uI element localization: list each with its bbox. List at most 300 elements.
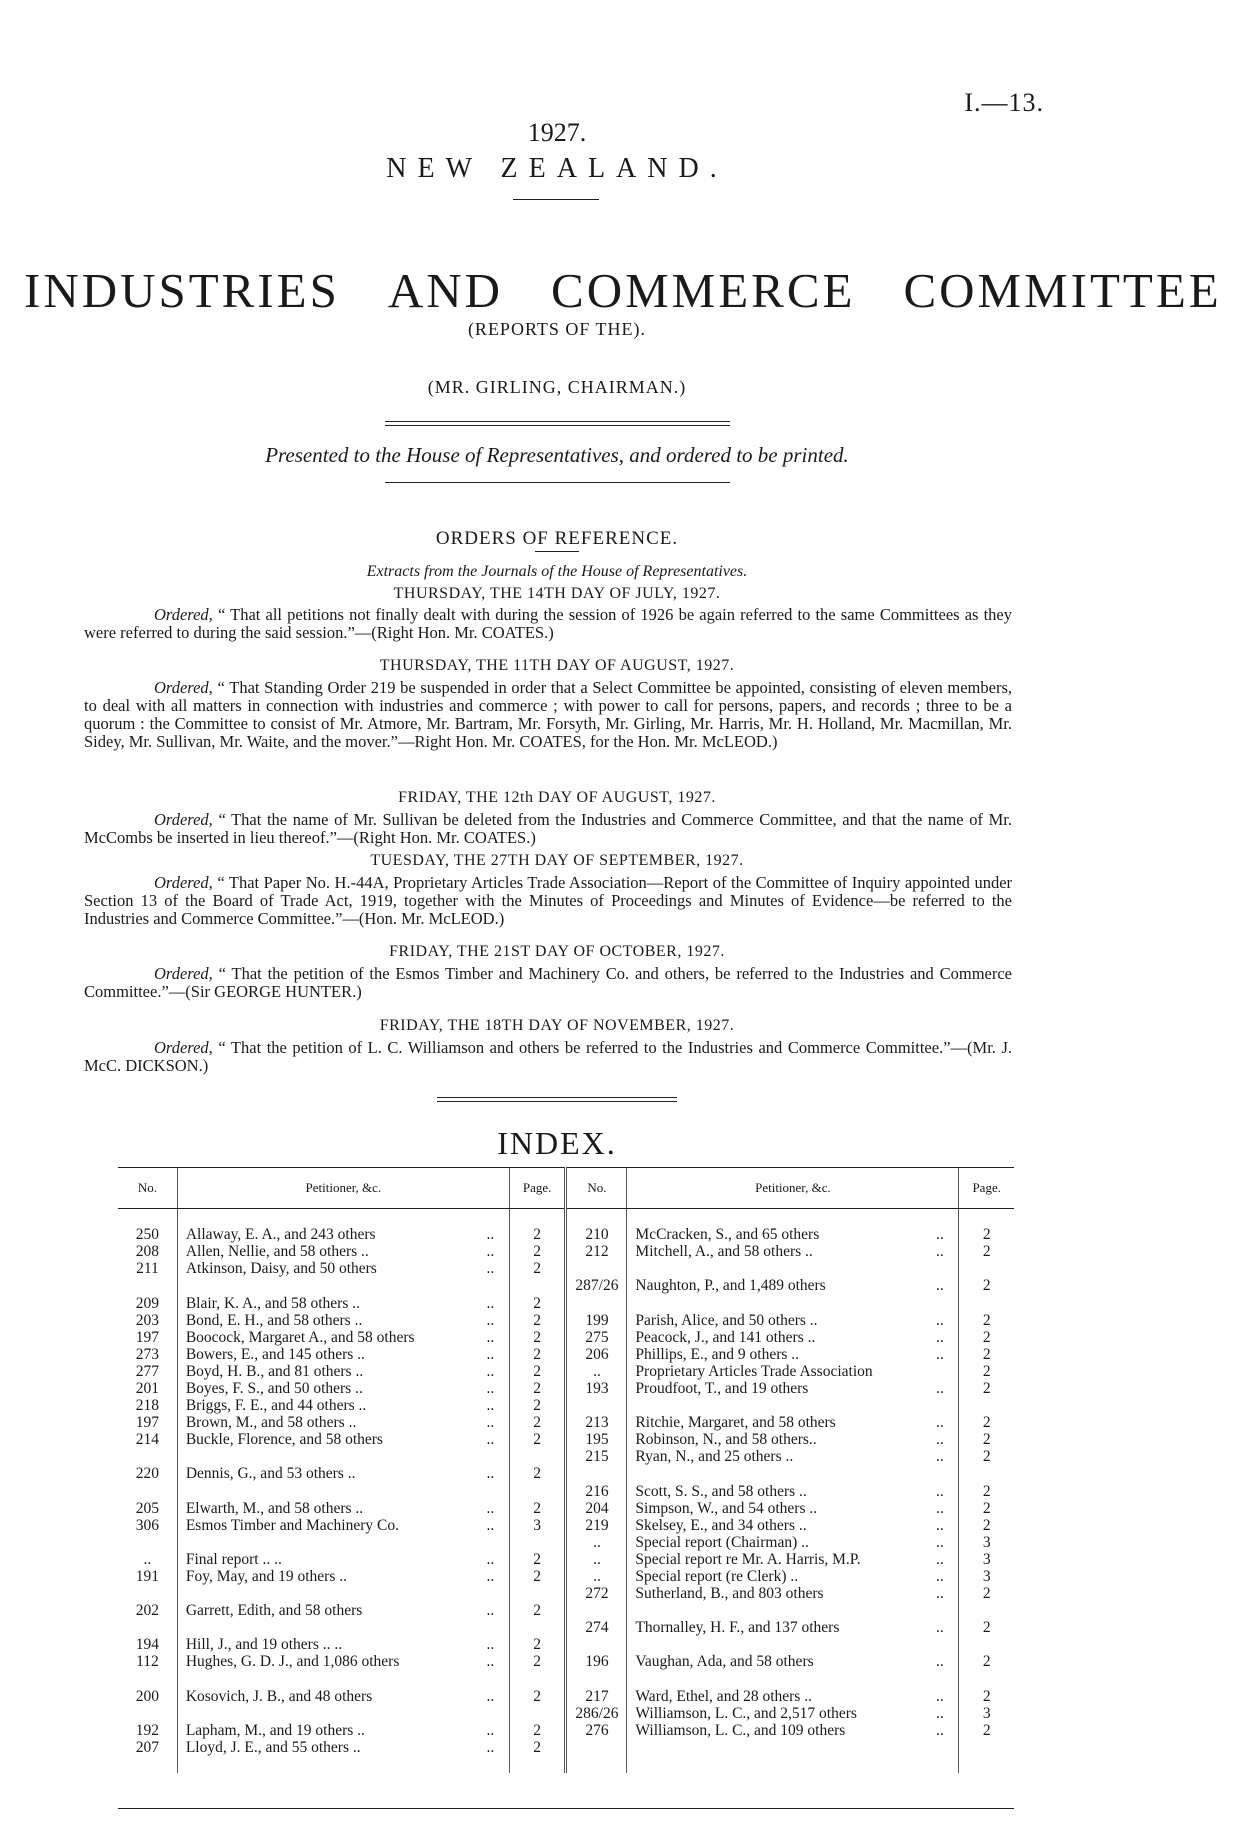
entry-leader: .. bbox=[936, 1568, 944, 1586]
entry-number: 200 bbox=[135, 1687, 160, 1705]
entry-page bbox=[959, 1294, 1014, 1311]
order-text bbox=[84, 811, 1012, 847]
entry-petitioner: Special report (re Clerk) .. bbox=[627, 1568, 921, 1585]
index-table bbox=[118, 1167, 1014, 1773]
index-row bbox=[118, 1380, 1014, 1397]
document-year: 1927. bbox=[527, 118, 587, 147]
entry-number: 287/26 bbox=[566, 1277, 627, 1294]
column-header: No. bbox=[566, 1168, 627, 1209]
entry-leader: .. bbox=[486, 1226, 495, 1244]
entry-petitioner bbox=[627, 1294, 921, 1311]
entry-leader: .. bbox=[936, 1311, 944, 1329]
entry-petitioner: Boocock, Margaret A., and 58 others bbox=[177, 1329, 471, 1346]
ordered-label: Ordered, bbox=[154, 964, 213, 983]
entry-petitioner: Bond, E. H., and 58 others .. bbox=[177, 1312, 471, 1329]
entry-page: 2 bbox=[509, 1431, 566, 1448]
entry-page bbox=[509, 1705, 566, 1722]
entry-leader: .. bbox=[486, 1738, 495, 1756]
index-row bbox=[118, 1448, 1014, 1465]
entry-petitioner: Final report .. .. bbox=[177, 1551, 471, 1568]
entry-page: 2 bbox=[509, 1346, 566, 1363]
entry-page: 2 bbox=[959, 1414, 1014, 1431]
entry-number: 306 bbox=[135, 1516, 160, 1534]
entry-petitioner: Briggs, F. E., and 44 others .. bbox=[177, 1397, 471, 1414]
entry-leader: .. bbox=[936, 1277, 944, 1295]
entry-petitioner: Naughton, P., and 1,489 others bbox=[627, 1277, 921, 1294]
entry-page: 2 bbox=[509, 1243, 566, 1260]
entry-page bbox=[509, 1756, 566, 1773]
orders-heading: ORDERS OF REFERENCE. bbox=[435, 528, 679, 549]
entry-petitioner: Proprietary Articles Trade Association bbox=[627, 1363, 921, 1380]
entry-page: 2 bbox=[959, 1517, 1014, 1534]
entry-leader: .. bbox=[486, 1311, 495, 1329]
entry-page bbox=[959, 1636, 1014, 1653]
ordered-label: Ordered, bbox=[154, 1038, 213, 1057]
entry-petitioner: Mitchell, A., and 58 others .. bbox=[627, 1243, 921, 1260]
entry-page: 2 bbox=[509, 1329, 566, 1346]
entry-petitioner: Ward, Ethel, and 28 others .. bbox=[627, 1688, 921, 1705]
entry-number: 207 bbox=[135, 1738, 160, 1756]
entry-number: 197 bbox=[135, 1328, 160, 1346]
entry-petitioner: Special report (Chairman) .. bbox=[627, 1534, 921, 1551]
entry-leader bbox=[472, 1585, 510, 1602]
entry-leader bbox=[472, 1671, 510, 1688]
entry-number: .. bbox=[566, 1534, 627, 1551]
title-word: AND bbox=[387, 263, 504, 318]
entry-petitioner: Ritchie, Margaret, and 58 others bbox=[627, 1414, 921, 1431]
entry-page: 2 bbox=[959, 1346, 1014, 1363]
entry-petitioner: Atkinson, Daisy, and 50 others bbox=[177, 1260, 471, 1277]
index-row bbox=[118, 1585, 1014, 1602]
entry-petitioner: Hill, J., and 19 others .. .. bbox=[177, 1636, 471, 1653]
entry-petitioner bbox=[627, 1260, 921, 1277]
entry-petitioner: Lloyd, J. E., and 55 others .. bbox=[177, 1739, 471, 1756]
entry-number: 275 bbox=[566, 1329, 627, 1346]
entry-leader: .. bbox=[936, 1721, 944, 1739]
entry-page bbox=[509, 1448, 566, 1465]
entry-petitioner bbox=[627, 1636, 921, 1653]
entry-page: 2 bbox=[509, 1722, 566, 1739]
entry-petitioner bbox=[177, 1483, 471, 1500]
index-row bbox=[118, 1653, 1014, 1670]
entry-number: .. bbox=[566, 1568, 627, 1585]
entry-number bbox=[118, 1585, 177, 1602]
entry-leader: .. bbox=[486, 1568, 495, 1586]
entry-number bbox=[566, 1602, 627, 1619]
entry-leader: .. bbox=[486, 1431, 495, 1449]
entry-number bbox=[118, 1483, 177, 1500]
column-header: Petitioner, &c. bbox=[627, 1168, 959, 1209]
entry-petitioner: Robinson, N., and 58 others.. bbox=[627, 1431, 921, 1448]
entry-page: 2 bbox=[509, 1551, 566, 1568]
entry-number bbox=[566, 1465, 627, 1482]
entry-leader: .. bbox=[486, 1397, 495, 1415]
order-text bbox=[84, 874, 1012, 928]
entry-number bbox=[118, 1277, 177, 1294]
entry-leader: .. bbox=[486, 1379, 495, 1397]
index-row bbox=[118, 1619, 1014, 1636]
order-date: FRIDAY, THE 18TH DAY OF NOVEMBER, 1927. bbox=[379, 1017, 735, 1034]
entry-petitioner: Kosovich, J. B., and 48 others bbox=[177, 1688, 471, 1705]
order-body: “ That all petitions not finally dealt with during the session of 1926 be again referred to the same Committees as they were referred to during the said session.”—(Right Hon. Mr. COATES.) bbox=[84, 605, 1012, 642]
entry-number: 199 bbox=[566, 1312, 627, 1329]
index-row bbox=[118, 1602, 1014, 1619]
entry-petitioner: McCracken, S., and 65 others bbox=[627, 1226, 921, 1243]
entry-leader bbox=[921, 1397, 959, 1414]
entry-petitioner: Sutherland, B., and 803 others bbox=[627, 1585, 921, 1602]
entry-leader: .. bbox=[486, 1602, 495, 1620]
entry-leader: .. bbox=[936, 1533, 944, 1551]
entry-page: 3 bbox=[959, 1568, 1014, 1585]
entry-leader: .. bbox=[486, 1328, 495, 1346]
entry-leader: .. bbox=[936, 1431, 944, 1449]
entry-petitioner: Garrett, Edith, and 58 others bbox=[177, 1602, 471, 1619]
order-date: FRIDAY, THE 21ST DAY OF OCTOBER, 1927. bbox=[389, 943, 725, 960]
entry-page bbox=[959, 1209, 1014, 1227]
entry-petitioner bbox=[627, 1209, 921, 1227]
order-text bbox=[84, 606, 1012, 642]
entry-leader bbox=[921, 1602, 959, 1619]
entry-leader bbox=[921, 1739, 959, 1756]
entry-page: 2 bbox=[959, 1277, 1014, 1294]
entry-page bbox=[959, 1397, 1014, 1414]
entry-petitioner: Thornalley, H. F., and 137 others bbox=[627, 1619, 921, 1636]
entry-page: 2 bbox=[509, 1363, 566, 1380]
entry-page: 2 bbox=[959, 1653, 1014, 1670]
entry-leader: .. bbox=[486, 1499, 495, 1517]
entry-number: 196 bbox=[566, 1653, 627, 1670]
entry-leader bbox=[472, 1448, 510, 1465]
entry-petitioner: Elwarth, M., and 58 others .. bbox=[177, 1500, 471, 1517]
order-text bbox=[84, 679, 1012, 751]
entry-page: 2 bbox=[509, 1226, 566, 1243]
entry-leader bbox=[921, 1209, 959, 1227]
entry-page: 2 bbox=[959, 1243, 1014, 1260]
entry-petitioner bbox=[627, 1739, 921, 1756]
index-row bbox=[118, 1722, 1014, 1739]
entry-page: 2 bbox=[959, 1483, 1014, 1500]
entry-leader: .. bbox=[486, 1345, 495, 1363]
entry-page: 2 bbox=[959, 1448, 1014, 1465]
index-row bbox=[118, 1568, 1014, 1585]
entry-petitioner bbox=[627, 1397, 921, 1414]
entry-leader: .. bbox=[936, 1345, 944, 1363]
entry-petitioner bbox=[627, 1465, 921, 1482]
title-word: COMMERCE bbox=[551, 263, 856, 318]
entry-page: 2 bbox=[509, 1465, 566, 1482]
entry-petitioner: Simpson, W., and 54 others .. bbox=[627, 1500, 921, 1517]
entry-petitioner: Allen, Nellie, and 58 others .. bbox=[177, 1243, 471, 1260]
entry-page: 2 bbox=[959, 1688, 1014, 1705]
entry-number bbox=[118, 1448, 177, 1465]
entry-page: 2 bbox=[959, 1226, 1014, 1243]
entry-number bbox=[118, 1619, 177, 1636]
entry-petitioner bbox=[177, 1585, 471, 1602]
index-row bbox=[118, 1500, 1014, 1517]
entry-leader bbox=[921, 1671, 959, 1688]
entry-petitioner: Ryan, N., and 25 others .. bbox=[627, 1448, 921, 1465]
entry-number: 197 bbox=[135, 1414, 160, 1432]
entry-leader: .. bbox=[936, 1585, 944, 1603]
column-header: No. bbox=[118, 1168, 177, 1209]
ordered-label: Ordered, bbox=[154, 605, 213, 624]
entry-number bbox=[566, 1739, 627, 1756]
entry-petitioner bbox=[627, 1671, 921, 1688]
entry-leader bbox=[472, 1756, 510, 1773]
order-text bbox=[84, 965, 1012, 1001]
entry-number: 219 bbox=[566, 1517, 627, 1534]
entry-leader: .. bbox=[936, 1550, 944, 1568]
index-row bbox=[118, 1397, 1014, 1414]
entry-number: 217 bbox=[566, 1688, 627, 1705]
column-header: Page. bbox=[959, 1168, 1014, 1209]
entry-page: 2 bbox=[959, 1380, 1014, 1397]
divider bbox=[513, 199, 599, 200]
divider bbox=[535, 551, 579, 552]
entry-petitioner: Hughes, G. D. J., and 1,086 others bbox=[177, 1653, 471, 1670]
entry-number: 210 bbox=[566, 1226, 627, 1243]
entry-leader: .. bbox=[486, 1260, 495, 1278]
entry-page: 2 bbox=[509, 1312, 566, 1329]
entry-page: 2 bbox=[509, 1739, 566, 1756]
divider bbox=[437, 1101, 677, 1102]
entry-number: 194 bbox=[135, 1636, 160, 1654]
entry-leader bbox=[921, 1260, 959, 1277]
entry-petitioner: Skelsey, E., and 34 others .. bbox=[627, 1517, 921, 1534]
entry-petitioner: Brown, M., and 58 others .. bbox=[177, 1414, 471, 1431]
chairman-line: (MR. GIRLING, CHAIRMAN.) bbox=[427, 377, 687, 397]
entry-number: 220 bbox=[135, 1465, 160, 1483]
entry-number: 209 bbox=[135, 1294, 160, 1312]
entry-leader: .. bbox=[486, 1362, 495, 1380]
entry-leader: .. bbox=[936, 1328, 944, 1346]
order-body: “ That the petition of L. C. Williamson and others be referred to the Industries and Commerce Committee.”—(Mr. J. McC. DICKSON.) bbox=[84, 1038, 1012, 1075]
order-body: “ That the petition of the Esmos Timber and Machinery Co. and others, be referred to the Industries and Commerce Committee.”—(Sir GEORGE HUNTER.) bbox=[84, 964, 1013, 1001]
entry-number: 273 bbox=[135, 1345, 160, 1363]
entry-petitioner: Williamson, L. C., and 2,517 others bbox=[627, 1705, 921, 1722]
entry-page: 3 bbox=[509, 1517, 566, 1534]
entry-number: .. bbox=[566, 1551, 627, 1568]
entry-number: 208 bbox=[135, 1243, 160, 1261]
entry-petitioner: Phillips, E., and 9 others .. bbox=[627, 1346, 921, 1363]
entry-number: 286/26 bbox=[566, 1705, 627, 1722]
entry-petitioner bbox=[177, 1209, 471, 1227]
entry-page: 2 bbox=[509, 1636, 566, 1653]
entry-petitioner bbox=[627, 1756, 921, 1773]
entry-petitioner: Proudfoot, T., and 19 others bbox=[627, 1380, 921, 1397]
entry-page: 2 bbox=[509, 1653, 566, 1670]
entry-page bbox=[509, 1585, 566, 1602]
ordered-label: Ordered, bbox=[154, 810, 213, 829]
entry-number: 192 bbox=[135, 1721, 160, 1739]
entry-petitioner: Special report re Mr. A. Harris, M.P. bbox=[627, 1551, 921, 1568]
entry-page bbox=[509, 1483, 566, 1500]
column-header: Page. bbox=[509, 1168, 566, 1209]
entry-number: 211 bbox=[136, 1260, 159, 1278]
entry-page bbox=[959, 1756, 1014, 1773]
index-row bbox=[118, 1329, 1014, 1346]
index-row bbox=[118, 1739, 1014, 1756]
entry-leader bbox=[472, 1483, 510, 1500]
entry-number bbox=[118, 1756, 177, 1773]
entry-number: 250 bbox=[135, 1226, 160, 1244]
index-row bbox=[118, 1517, 1014, 1534]
entry-number bbox=[118, 1534, 177, 1551]
entry-leader: .. bbox=[936, 1243, 944, 1261]
entry-number: 203 bbox=[135, 1311, 160, 1329]
entry-petitioner: Bowers, E., and 145 others .. bbox=[177, 1346, 471, 1363]
entry-leader: .. bbox=[936, 1499, 944, 1517]
order-body: “ That the name of Mr. Sullivan be deleted from the Industries and Commerce Committee, and that the name of Mr. McCombs be inserted in lieu thereof.”—(Right Hon. Mr. COATES.) bbox=[84, 810, 1013, 847]
entry-page bbox=[959, 1260, 1014, 1277]
entry-number: 206 bbox=[566, 1346, 627, 1363]
entry-page: 2 bbox=[509, 1688, 566, 1705]
index-row bbox=[118, 1346, 1014, 1363]
entry-page: 2 bbox=[509, 1260, 566, 1277]
entry-petitioner: Williamson, L. C., and 109 others bbox=[627, 1722, 921, 1739]
entry-number bbox=[566, 1294, 627, 1311]
index-row bbox=[118, 1465, 1014, 1482]
index-row bbox=[118, 1294, 1014, 1311]
entry-number bbox=[566, 1209, 627, 1227]
divider bbox=[385, 425, 730, 426]
subtitle: (REPORTS OF THE). bbox=[467, 319, 647, 339]
entry-number: 112 bbox=[136, 1653, 159, 1671]
entry-page: 2 bbox=[959, 1619, 1014, 1636]
entry-petitioner: Buckle, Florence, and 58 others bbox=[177, 1431, 471, 1448]
entry-petitioner: Boyd, H. B., and 81 others .. bbox=[177, 1363, 471, 1380]
index-row bbox=[118, 1705, 1014, 1722]
entry-leader bbox=[472, 1705, 510, 1722]
title-word: COMMITTEE bbox=[903, 263, 1222, 318]
entry-petitioner: Vaughan, Ada, and 58 others bbox=[627, 1653, 921, 1670]
order-date: THURSDAY, THE 11TH DAY OF AUGUST, 1927. bbox=[379, 657, 735, 674]
entry-page: 2 bbox=[959, 1329, 1014, 1346]
entry-page: 2 bbox=[959, 1585, 1014, 1602]
entry-number bbox=[566, 1636, 627, 1653]
entry-number: 276 bbox=[566, 1722, 627, 1739]
entry-number: 218 bbox=[135, 1397, 160, 1415]
entry-leader: .. bbox=[936, 1619, 944, 1637]
entry-page: 3 bbox=[959, 1705, 1014, 1722]
entry-petitioner: Esmos Timber and Machinery Co. bbox=[177, 1517, 471, 1534]
entry-number: 272 bbox=[566, 1585, 627, 1602]
entry-page: 2 bbox=[509, 1380, 566, 1397]
entry-petitioner: Foy, May, and 19 others .. bbox=[177, 1568, 471, 1585]
entry-petitioner bbox=[177, 1619, 471, 1636]
entry-leader bbox=[921, 1465, 959, 1482]
entry-number: 213 bbox=[566, 1414, 627, 1431]
entry-leader: .. bbox=[486, 1687, 495, 1705]
entry-leader: .. bbox=[936, 1482, 944, 1500]
index-header-row bbox=[118, 1168, 1014, 1209]
entry-leader bbox=[472, 1209, 510, 1227]
entry-petitioner: Dennis, G., and 53 others .. bbox=[177, 1465, 471, 1482]
entry-page bbox=[509, 1671, 566, 1688]
entry-number: 214 bbox=[135, 1431, 160, 1449]
entry-petitioner: Scott, S. S., and 58 others .. bbox=[627, 1483, 921, 1500]
entry-number: 201 bbox=[135, 1379, 160, 1397]
entry-leader: .. bbox=[936, 1414, 944, 1432]
entry-petitioner: Boyes, F. S., and 50 others .. bbox=[177, 1380, 471, 1397]
entry-leader: .. bbox=[936, 1379, 944, 1397]
entry-leader bbox=[921, 1363, 959, 1380]
entry-number: 212 bbox=[566, 1243, 627, 1260]
index-heading: INDEX. bbox=[497, 1125, 617, 1161]
entry-page bbox=[959, 1739, 1014, 1756]
entry-petitioner bbox=[177, 1671, 471, 1688]
entry-leader bbox=[921, 1756, 959, 1773]
entry-leader: .. bbox=[486, 1636, 495, 1654]
entry-leader: .. bbox=[936, 1704, 944, 1722]
entry-page: 2 bbox=[509, 1568, 566, 1585]
index-row bbox=[118, 1756, 1014, 1773]
entry-number bbox=[566, 1756, 627, 1773]
entry-leader bbox=[921, 1636, 959, 1653]
extract-note: Extracts from the Journals of the House of Representatives. bbox=[366, 563, 748, 580]
index-row bbox=[118, 1414, 1014, 1431]
entry-leader bbox=[472, 1277, 510, 1294]
entry-number: 205 bbox=[135, 1499, 160, 1517]
entry-petitioner bbox=[177, 1277, 471, 1294]
entry-page bbox=[509, 1534, 566, 1551]
entry-petitioner bbox=[177, 1448, 471, 1465]
entry-leader bbox=[472, 1534, 510, 1551]
entry-page: 2 bbox=[509, 1294, 566, 1311]
entry-page: 2 bbox=[959, 1722, 1014, 1739]
entry-leader: .. bbox=[486, 1550, 495, 1568]
order-date: FRIDAY, THE 12th DAY OF AUGUST, 1927. bbox=[398, 789, 716, 806]
divider bbox=[385, 421, 730, 422]
index-row bbox=[118, 1534, 1014, 1551]
entry-page: 2 bbox=[959, 1500, 1014, 1517]
entry-number: 191 bbox=[135, 1568, 160, 1586]
country-heading: NEW ZEALAND. bbox=[386, 153, 728, 184]
entry-number: 216 bbox=[566, 1483, 627, 1500]
index-row bbox=[118, 1226, 1014, 1243]
entry-leader: .. bbox=[486, 1653, 495, 1671]
index-row bbox=[118, 1483, 1014, 1500]
entry-page: 2 bbox=[509, 1500, 566, 1517]
index-row bbox=[118, 1243, 1014, 1260]
entry-number bbox=[566, 1260, 627, 1277]
entry-page bbox=[959, 1602, 1014, 1619]
entry-leader: .. bbox=[486, 1294, 495, 1312]
entry-petitioner bbox=[177, 1705, 471, 1722]
entry-number bbox=[118, 1209, 177, 1227]
entry-petitioner bbox=[177, 1756, 471, 1773]
entry-page: 2 bbox=[959, 1431, 1014, 1448]
entry-page: 2 bbox=[509, 1602, 566, 1619]
entry-number: 193 bbox=[566, 1380, 627, 1397]
entry-leader: .. bbox=[936, 1448, 944, 1466]
entry-leader bbox=[921, 1294, 959, 1311]
divider bbox=[437, 1097, 677, 1098]
ordered-label: Ordered, bbox=[154, 678, 213, 697]
entry-number bbox=[118, 1705, 177, 1722]
entry-page bbox=[509, 1209, 566, 1227]
entry-leader: .. bbox=[936, 1226, 944, 1244]
entry-page: 2 bbox=[509, 1397, 566, 1414]
entry-petitioner: Parish, Alice, and 50 others .. bbox=[627, 1312, 921, 1329]
entry-page: 3 bbox=[959, 1551, 1014, 1568]
entry-leader: .. bbox=[486, 1465, 495, 1483]
entry-page bbox=[959, 1465, 1014, 1482]
entry-petitioner: Peacock, J., and 141 others .. bbox=[627, 1329, 921, 1346]
ordered-label: Ordered, bbox=[154, 873, 213, 892]
entry-page bbox=[959, 1671, 1014, 1688]
entry-number bbox=[118, 1671, 177, 1688]
